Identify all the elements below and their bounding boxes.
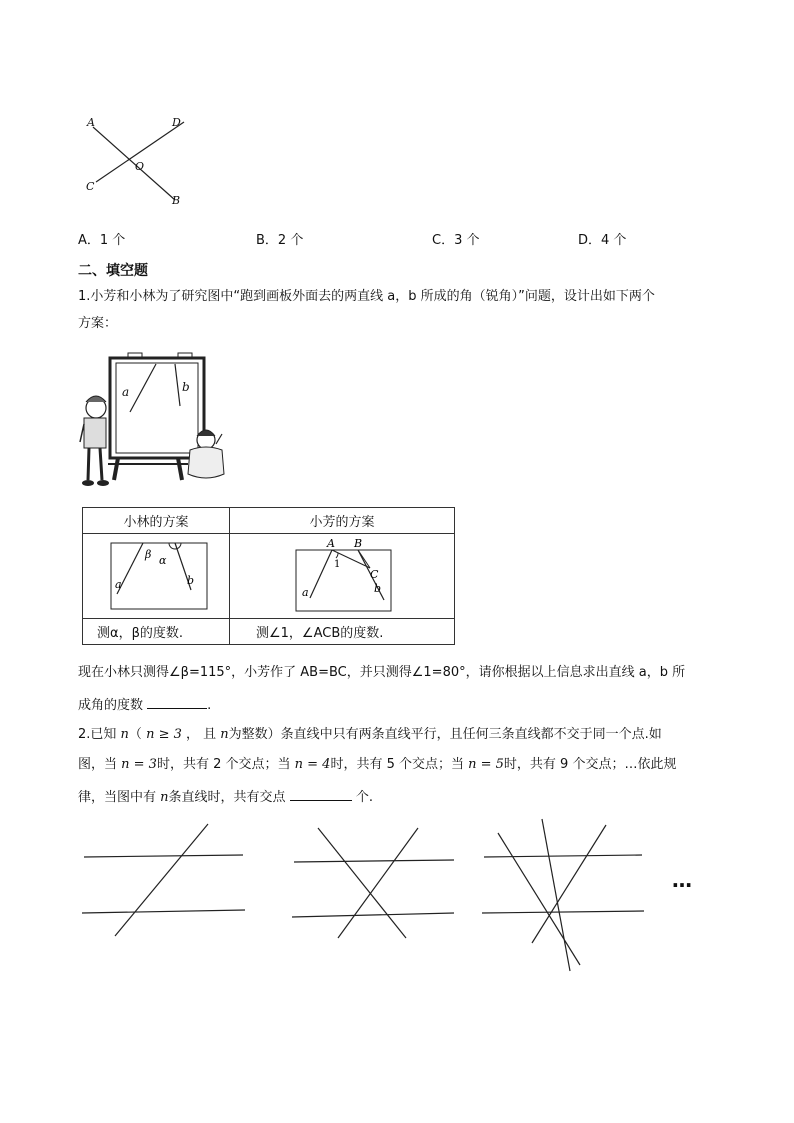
q2-case-n5: n = 5: [468, 757, 504, 772]
q2-var-n: n: [120, 727, 129, 742]
header-xiaofang: 小芳的方案: [230, 508, 455, 534]
label-D: D: [172, 116, 181, 129]
label-C: C: [370, 568, 379, 581]
option-a[interactable]: A．1 个: [78, 233, 126, 248]
footer-xiaolin: 测α，β的度数.: [83, 619, 230, 645]
line-cd: [96, 122, 184, 182]
q1-text-line-2: [78, 694, 211, 716]
q2-text: 为整数）条直线中只有两条直线平行，且任何三条直线都不交于同一个点.如: [228, 727, 662, 742]
q1-text-line-2-label: 成角的度数: [78, 698, 144, 713]
q2-text: 图，当: [78, 757, 122, 772]
label-1: 1: [334, 559, 341, 570]
q2-var-n: n: [160, 790, 169, 805]
q2-line-3: [78, 786, 373, 808]
q2-condition: n ≥ 3: [146, 727, 182, 742]
q2-text: 个.: [355, 790, 373, 805]
label-B: B: [172, 194, 181, 207]
q2-text: 2.已知: [78, 727, 121, 742]
label-a: a: [115, 578, 122, 591]
section-title-fill-in: 二、填空题: [78, 263, 148, 279]
q1-text-line-2-end: .: [207, 698, 212, 713]
header-xiaolin: 小林的方案: [83, 508, 230, 534]
board-label-b: b: [182, 380, 190, 394]
line-ab: [93, 127, 175, 200]
label-C: C: [86, 180, 95, 193]
q2-text: 时，共有 2 个交点；当: [156, 757, 295, 772]
label-a-right: a: [302, 586, 309, 599]
q2-text: 律，当图中有: [78, 790, 161, 805]
q2-text: ， 且: [181, 727, 221, 742]
option-b[interactable]: B．2 个: [256, 233, 304, 248]
option-c[interactable]: C．3 个: [432, 233, 480, 248]
label-b-right: b: [374, 582, 382, 595]
label-A: A: [87, 116, 95, 129]
label-beta: β: [145, 548, 152, 561]
q2-case-n3: n = 3: [121, 757, 157, 772]
xiaolin-diagram: [83, 534, 229, 618]
q2-case-n4: n = 4: [294, 757, 331, 772]
drawing-board-illustration: [78, 350, 228, 492]
q2-line-2: [78, 755, 676, 775]
q2-text: （: [128, 727, 147, 742]
lines-diagram-n3: [78, 820, 248, 940]
xiaofang-diagram-cell: [230, 534, 455, 619]
label-b: b: [187, 574, 195, 587]
label-B: B: [354, 537, 363, 550]
option-d[interactable]: D．4 个: [578, 233, 627, 248]
plan-table: [82, 507, 455, 645]
xiaofang-diagram: [230, 534, 454, 618]
choice-options: [0, 229, 794, 249]
label-alpha: α: [159, 554, 167, 567]
q2-text: 时，共有 9 个交点；…依此规: [503, 757, 677, 772]
q1-text-line-1: 现在小林只测得∠β=115°，小芳作了 AB=BC，并只测得∠1=80°，请你根据以上信息求出直线 a，b 所: [78, 665, 686, 680]
q1-answer-blank[interactable]: [147, 694, 207, 709]
board-label-a: a: [122, 385, 130, 399]
q2-line-1: [78, 725, 662, 745]
label-O: O: [135, 160, 145, 173]
footer-xiaofang: 测∠1，∠ACB的度数.: [230, 619, 455, 645]
ellipsis-more: …: [672, 868, 693, 892]
q1-line-2: 方案：: [78, 316, 118, 331]
q2-text: 条直线时，共有交点: [168, 790, 286, 805]
q2-answer-blank[interactable]: [290, 786, 352, 801]
q2-text: 时，共有 5 个交点；当: [330, 757, 469, 772]
xiaolin-diagram-cell: [83, 534, 230, 619]
q1-line-1: 1.小芳和小林为了研究图中“跑到画板外面去的两直线 a，b 所成的角（锐角）”问题，设计出如下两个: [78, 289, 655, 304]
label-A: A: [327, 537, 335, 550]
lines-diagram-n4: [288, 820, 460, 945]
q2-var-n: n: [220, 727, 229, 742]
lines-diagram-n5: [478, 815, 646, 975]
